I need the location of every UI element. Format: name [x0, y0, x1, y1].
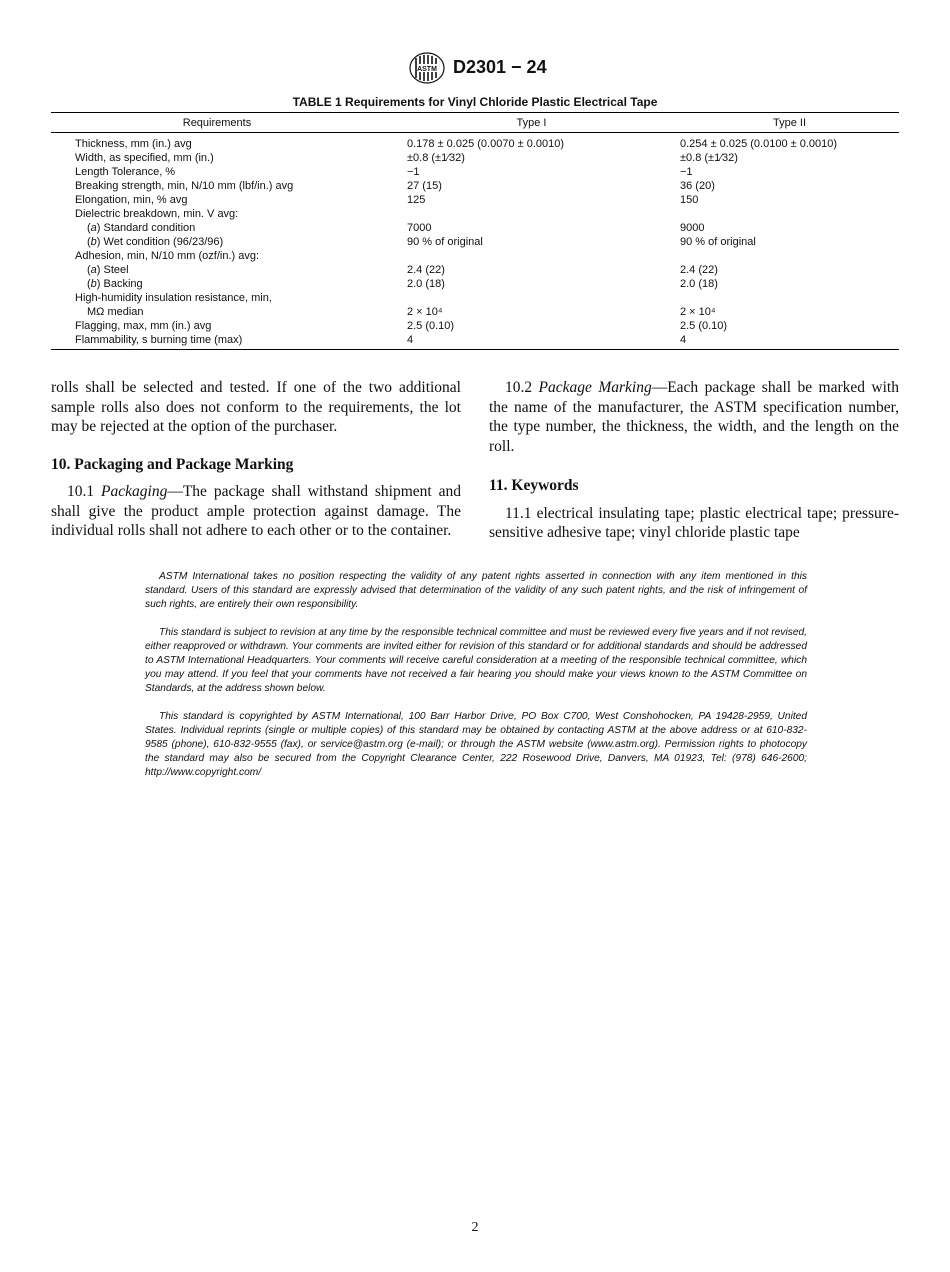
table-row [51, 305, 899, 319]
paragraph-text: —The package shall withstand shipment and shall give the product ample protection against damage. The individual rolls shall not adhere to each other or to the container. [51, 483, 461, 539]
type-2-cell: 4 [680, 333, 899, 350]
table-row [51, 291, 899, 305]
type-1-cell: 0.178 ± 0.025 (0.0070 ± 0.0010) [407, 138, 565, 150]
type-1-cell: 4 [383, 333, 680, 350]
astm-logo-icon [408, 52, 446, 84]
type-2-cell [680, 249, 899, 263]
requirement-cell: Length Tolerance, % [75, 166, 176, 178]
column-header-requirements: Requirements [51, 113, 383, 133]
paragraph-continued: rolls shall be selected and tested. If one of the two additional sample rolls also does not conform to the requirements, the lot may be rejected at the option of the purchaser. [51, 379, 461, 435]
paragraph-term: Package Marking [538, 379, 652, 396]
type-1-cell: 2.5 (0.10) [407, 320, 455, 332]
svg-text:ASTM: ASTM [417, 66, 437, 73]
type-1-cell: 125 [407, 194, 426, 206]
requirement-cell: Breaking strength, min, N/10 mm (lbf/in.) avg [75, 180, 294, 192]
type-1-cell: 2.0 (18) [407, 278, 445, 290]
paragraph-term: Packaging [101, 483, 168, 500]
column-header-type-1: Type I [383, 113, 680, 133]
paragraph-number: 10.2 [505, 379, 539, 396]
table-row [51, 133, 899, 152]
requirement-cell: Adhesion, min, N/10 mm (ozf/in.) avg: [75, 250, 260, 262]
type-1-cell [383, 249, 680, 263]
revision-notice: This standard is subject to revision at any time by the responsible technical committee and must be reviewed every five years and if not revised, either reapproved or withdrawn. Your comments are invited either for revision of this standard or for additional standards and should be addressed to ASTM International Headquarters. Your comments will receive careful consideration at a meeting of the responsible technical committee, which you may attend. If you feel that your comments have not received a fair hearing you should make your views known to the ASTM Committee on Standards, at the address shown below. [145, 627, 807, 694]
type-2-cell: 0.254 ± 0.025 (0.0100 ± 0.0010) [680, 138, 838, 150]
requirement-cell: (b) Wet condition (96/23/96) [87, 236, 224, 248]
section-11-title: 11. Keywords [489, 477, 579, 494]
requirement-cell: (b) Backing [87, 278, 143, 290]
table-row [51, 277, 899, 291]
type-2-cell: 2.4 (22) [680, 264, 718, 276]
type-1-cell: 7000 [407, 222, 432, 234]
table-row [51, 179, 899, 193]
requirement-cell: (a) Steel [87, 264, 129, 276]
table-row [51, 333, 899, 350]
type-1-cell: 2.4 (22) [407, 264, 445, 276]
type-2-cell: −1 [680, 166, 693, 178]
table-row [51, 193, 899, 207]
legal-notices [145, 570, 807, 794]
requirement-cell: Flammability, s burning time (max) [51, 333, 383, 350]
table-row [51, 319, 899, 333]
table-header-row [51, 113, 899, 133]
paragraph-11-1: 11.1 electrical insulating tape; plastic electrical tape; pressure-sensitive adhesive tape; vinyl chloride plastic tape [489, 504, 899, 541]
table-row [51, 165, 899, 179]
paragraph-10-2 [489, 378, 899, 456]
requirement-cell: Flagging, max, mm (in.) avg [75, 320, 212, 332]
table-row [51, 249, 899, 263]
type-2-cell: 36 (20) [680, 180, 715, 192]
paragraph-text: —Each package shall be marked with the name of the manufacturer, the ASTM specification number, the type number, the thickness, the width, and the length on the roll. [489, 379, 899, 455]
page-header [0, 52, 950, 84]
patent-notice: ASTM International takes no position respecting the validity of any patent rights asserted in connection with any item mentioned in this standard. Users of this standard are expressly advised that determination of the validity of any such patent rights, and the risk of infringement of such rights, are entirely their own responsibility. [145, 571, 807, 610]
type-2-cell [680, 291, 899, 305]
paragraph-10-1 [51, 482, 461, 541]
type-2-cell: 2.0 (18) [680, 278, 718, 290]
type-2-cell: 90 % of original [680, 236, 756, 248]
requirement-cell: (a) Standard condition [87, 222, 196, 234]
standard-designation: D2301 − 24 [453, 57, 547, 77]
requirement-cell: Elongation, min, % avg [75, 194, 188, 206]
table-row [51, 263, 899, 277]
type-1-cell: −1 [407, 166, 420, 178]
right-text-column [489, 378, 899, 543]
paragraph-number: 10.1 [67, 483, 102, 500]
type-1-cell: 27 (15) [407, 180, 442, 192]
type-2-cell: 2.5 (0.10) [680, 320, 728, 332]
type-1-cell [383, 207, 680, 221]
type-1-cell: 90 % of original [407, 236, 483, 248]
table-row [51, 235, 899, 249]
type-2-cell: 2 × 10⁴ [680, 306, 716, 318]
requirement-cell: MΩ median [87, 306, 144, 318]
requirement-cell: Thickness, mm (in.) avg [75, 138, 192, 150]
requirement-cell: Dielectric breakdown, min. V avg: [75, 208, 239, 220]
table-row [51, 151, 899, 165]
requirements-table [51, 112, 899, 350]
type-1-cell: 2 × 10⁴ [407, 306, 443, 318]
type-1-cell [383, 291, 680, 305]
type-2-cell: ±0.8 (±1⁄32) [680, 152, 738, 164]
page-number: 2 [471, 1220, 479, 1235]
type-2-cell: 9000 [680, 222, 705, 234]
section-10-title: 10. Packaging and Package Marking [51, 455, 294, 473]
type-2-cell [680, 207, 899, 221]
type-1-cell: ±0.8 (±1⁄32) [407, 152, 465, 164]
left-text-column [51, 378, 461, 541]
table-row [51, 221, 899, 235]
copyright-notice: This standard is copyrighted by ASTM International, 100 Barr Harbor Drive, PO Box C700, West Conshohocken, PA 19428-2959, United States. Individual reprints (single or multiple copies) of this standard may be obtained by contacting ASTM at the above address or at 610-832-9585 (phone), 610-832-9555 (fax), or service@astm.org (e-mail); or through the ASTM website (www.astm.org). Permission rights to photocopy the standard may also be secured from the Copyright Clearance Center, 222 Rosewood Drive, Danvers, MA 01923, Tel: (978) 646-2600; http://www.copyright.com/ [145, 711, 807, 778]
requirement-cell: Width, as specified, mm (in.) [75, 152, 214, 164]
column-header-type-2: Type II [680, 113, 899, 133]
table-row [51, 207, 899, 221]
requirement-cell: High-humidity insulation resistance, min, [75, 292, 272, 304]
table-caption: TABLE 1 Requirements for Vinyl Chloride Plastic Electrical Tape [292, 95, 658, 109]
type-2-cell: 150 [680, 194, 699, 206]
table-body [51, 133, 899, 350]
